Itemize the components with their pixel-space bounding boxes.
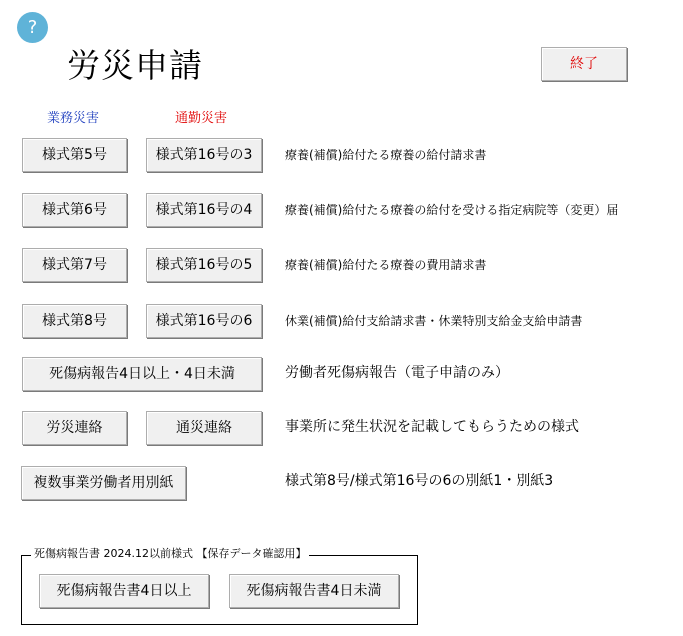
form-6-description: 療養(補償)給付たる療養の給付を受ける指定病院等（変更）届 [285, 203, 619, 217]
page-title: 労災申請 [67, 46, 203, 85]
help-icon[interactable]: ? [17, 12, 48, 43]
form-16-4-button[interactable]: 様式第16号の4 [146, 193, 262, 227]
form-7-button[interactable]: 様式第7号 [22, 248, 127, 282]
tsusai-renraku-button[interactable]: 通災連絡 [146, 411, 262, 445]
form-8-button[interactable]: 様式第8号 [22, 304, 127, 338]
rousai-renraku-button[interactable]: 労災連絡 [22, 411, 127, 445]
column-header-gyomu: 業務災害 [47, 111, 100, 126]
form-8-description: 休業(補償)給付支給請求書・休業特別支給金支給申請書 [285, 314, 583, 328]
form-16-6-button[interactable]: 様式第16号の6 [146, 304, 262, 338]
form-16-5-button[interactable]: 様式第16号の5 [146, 248, 262, 282]
fukusu-jigyo-description: 様式第8号/様式第16号の6の別紙1・別紙3 [285, 473, 554, 489]
form-5-button[interactable]: 様式第5号 [22, 138, 127, 172]
shishobyo-report-button[interactable]: 死傷病報告4日以上・4日未満 [22, 357, 262, 391]
form-6-button[interactable]: 様式第6号 [22, 193, 127, 227]
column-header-tsukin: 通勤災害 [175, 111, 228, 126]
form-16-3-button[interactable]: 様式第16号の3 [146, 138, 262, 172]
legacy-report-over4-button[interactable]: 死傷病報告書4日以上 [39, 574, 209, 608]
exit-button[interactable]: 終了 [541, 47, 627, 81]
legacy-report-under4-button[interactable]: 死傷病報告書4日未満 [229, 574, 399, 608]
form-7-description: 療養(補償)給付たる療養の費用請求書 [285, 258, 487, 272]
renraku-description: 事業所に発生状況を記載してもらうための様式 [285, 419, 579, 435]
shishobyo-report-description: 労働者死傷病報告（電子申請のみ） [285, 365, 509, 381]
fukusu-jigyo-button[interactable]: 複数事業労働者用別紙 [21, 466, 186, 500]
form-5-description: 療養(補償)給付たる療養の給付請求書 [285, 148, 487, 162]
legacy-group-label: 死傷病報告書 2024.12以前様式 【保存データ確認用】 [31, 546, 309, 562]
